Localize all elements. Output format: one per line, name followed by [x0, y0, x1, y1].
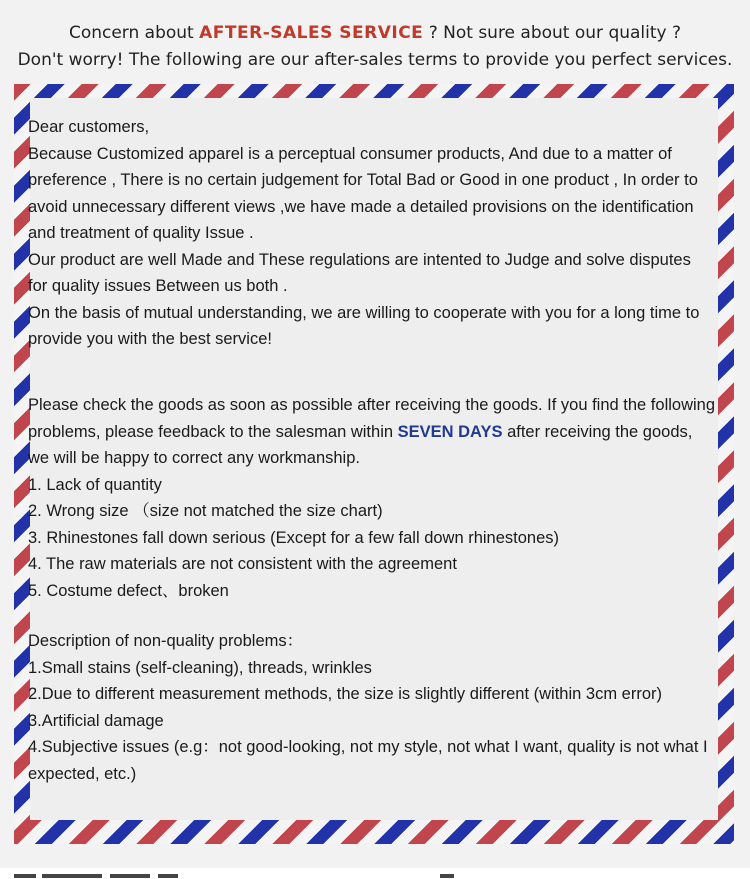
- intro-paragraph-3: On the basis of mutual understanding, we are willing to cooperate with you for a long time to provide you with the best service!: [28, 303, 700, 348]
- quality-item: 2. Wrong size （size not matched the size chart): [28, 502, 383, 520]
- non-quality-item: 1.Small stains (self-cleaning), threads, wrinkles: [28, 658, 372, 677]
- quality-item: 4. The raw materials are not consistent with the agreement: [28, 555, 457, 573]
- intro-section: [28, 114, 708, 353]
- quality-intro-post: after receiving the goods, we will be happy to correct any workmanship.: [28, 422, 693, 467]
- after-sales-accent: AFTER-SALES SERVICE: [199, 23, 424, 43]
- quality-intro-pre: Please check the goods as soon as possible after receiving the goods. If you find the following problems, please feedback to the salesman within: [28, 396, 716, 441]
- quality-section: [28, 392, 718, 604]
- intro-paragraph-1: Because Customized apparel is a perceptual consumer products, And due to a matter of preference , There is no certain judgement for Total Bad or Good in one product , In order to avoid unnecessary different views ,we have made a detailed provisions on the identification and treatment of quality Issue .: [28, 144, 698, 242]
- quality-item: 5. Costume defect、broken: [28, 581, 229, 600]
- quality-item: 3. Rhinestones fall down serious (Except for a few fall down rhinestones): [28, 528, 560, 547]
- header-line-1-post: ? Not sure about our quality ?: [423, 23, 682, 43]
- non-quality-item: 2.Due to different measurement methods, the size is slightly different (within 3cm error): [28, 685, 663, 703]
- header-line-1: [0, 20, 750, 47]
- non-quality-item: 4.Subjective issues (e.g：not good-looking, not my style, not what I want, quality is not what I expected, etc.): [28, 738, 708, 783]
- non-quality-title: Description of non-quality problems：: [28, 632, 304, 650]
- header-line-1-pre: Concern about: [68, 23, 200, 43]
- quality-item: 1. Lack of quantity: [28, 475, 162, 494]
- non-quality-item: 3.Artificial damage: [28, 711, 164, 730]
- intro-paragraph-2: Our product are well Made and These regulations are intented to Judge and solve disputes for quality issues Between us both .: [28, 250, 691, 295]
- header: [0, 20, 750, 74]
- seven-days-highlight: SEVEN DAYS: [397, 422, 503, 441]
- greeting: Dear customers,: [28, 118, 150, 136]
- non-quality-section: [28, 628, 718, 787]
- header-line-2: Don't worry! The following are our after-sales terms to provide you perfect services.: [17, 50, 733, 70]
- quality-intro: [28, 392, 718, 472]
- cropped-next-section: [0, 868, 750, 879]
